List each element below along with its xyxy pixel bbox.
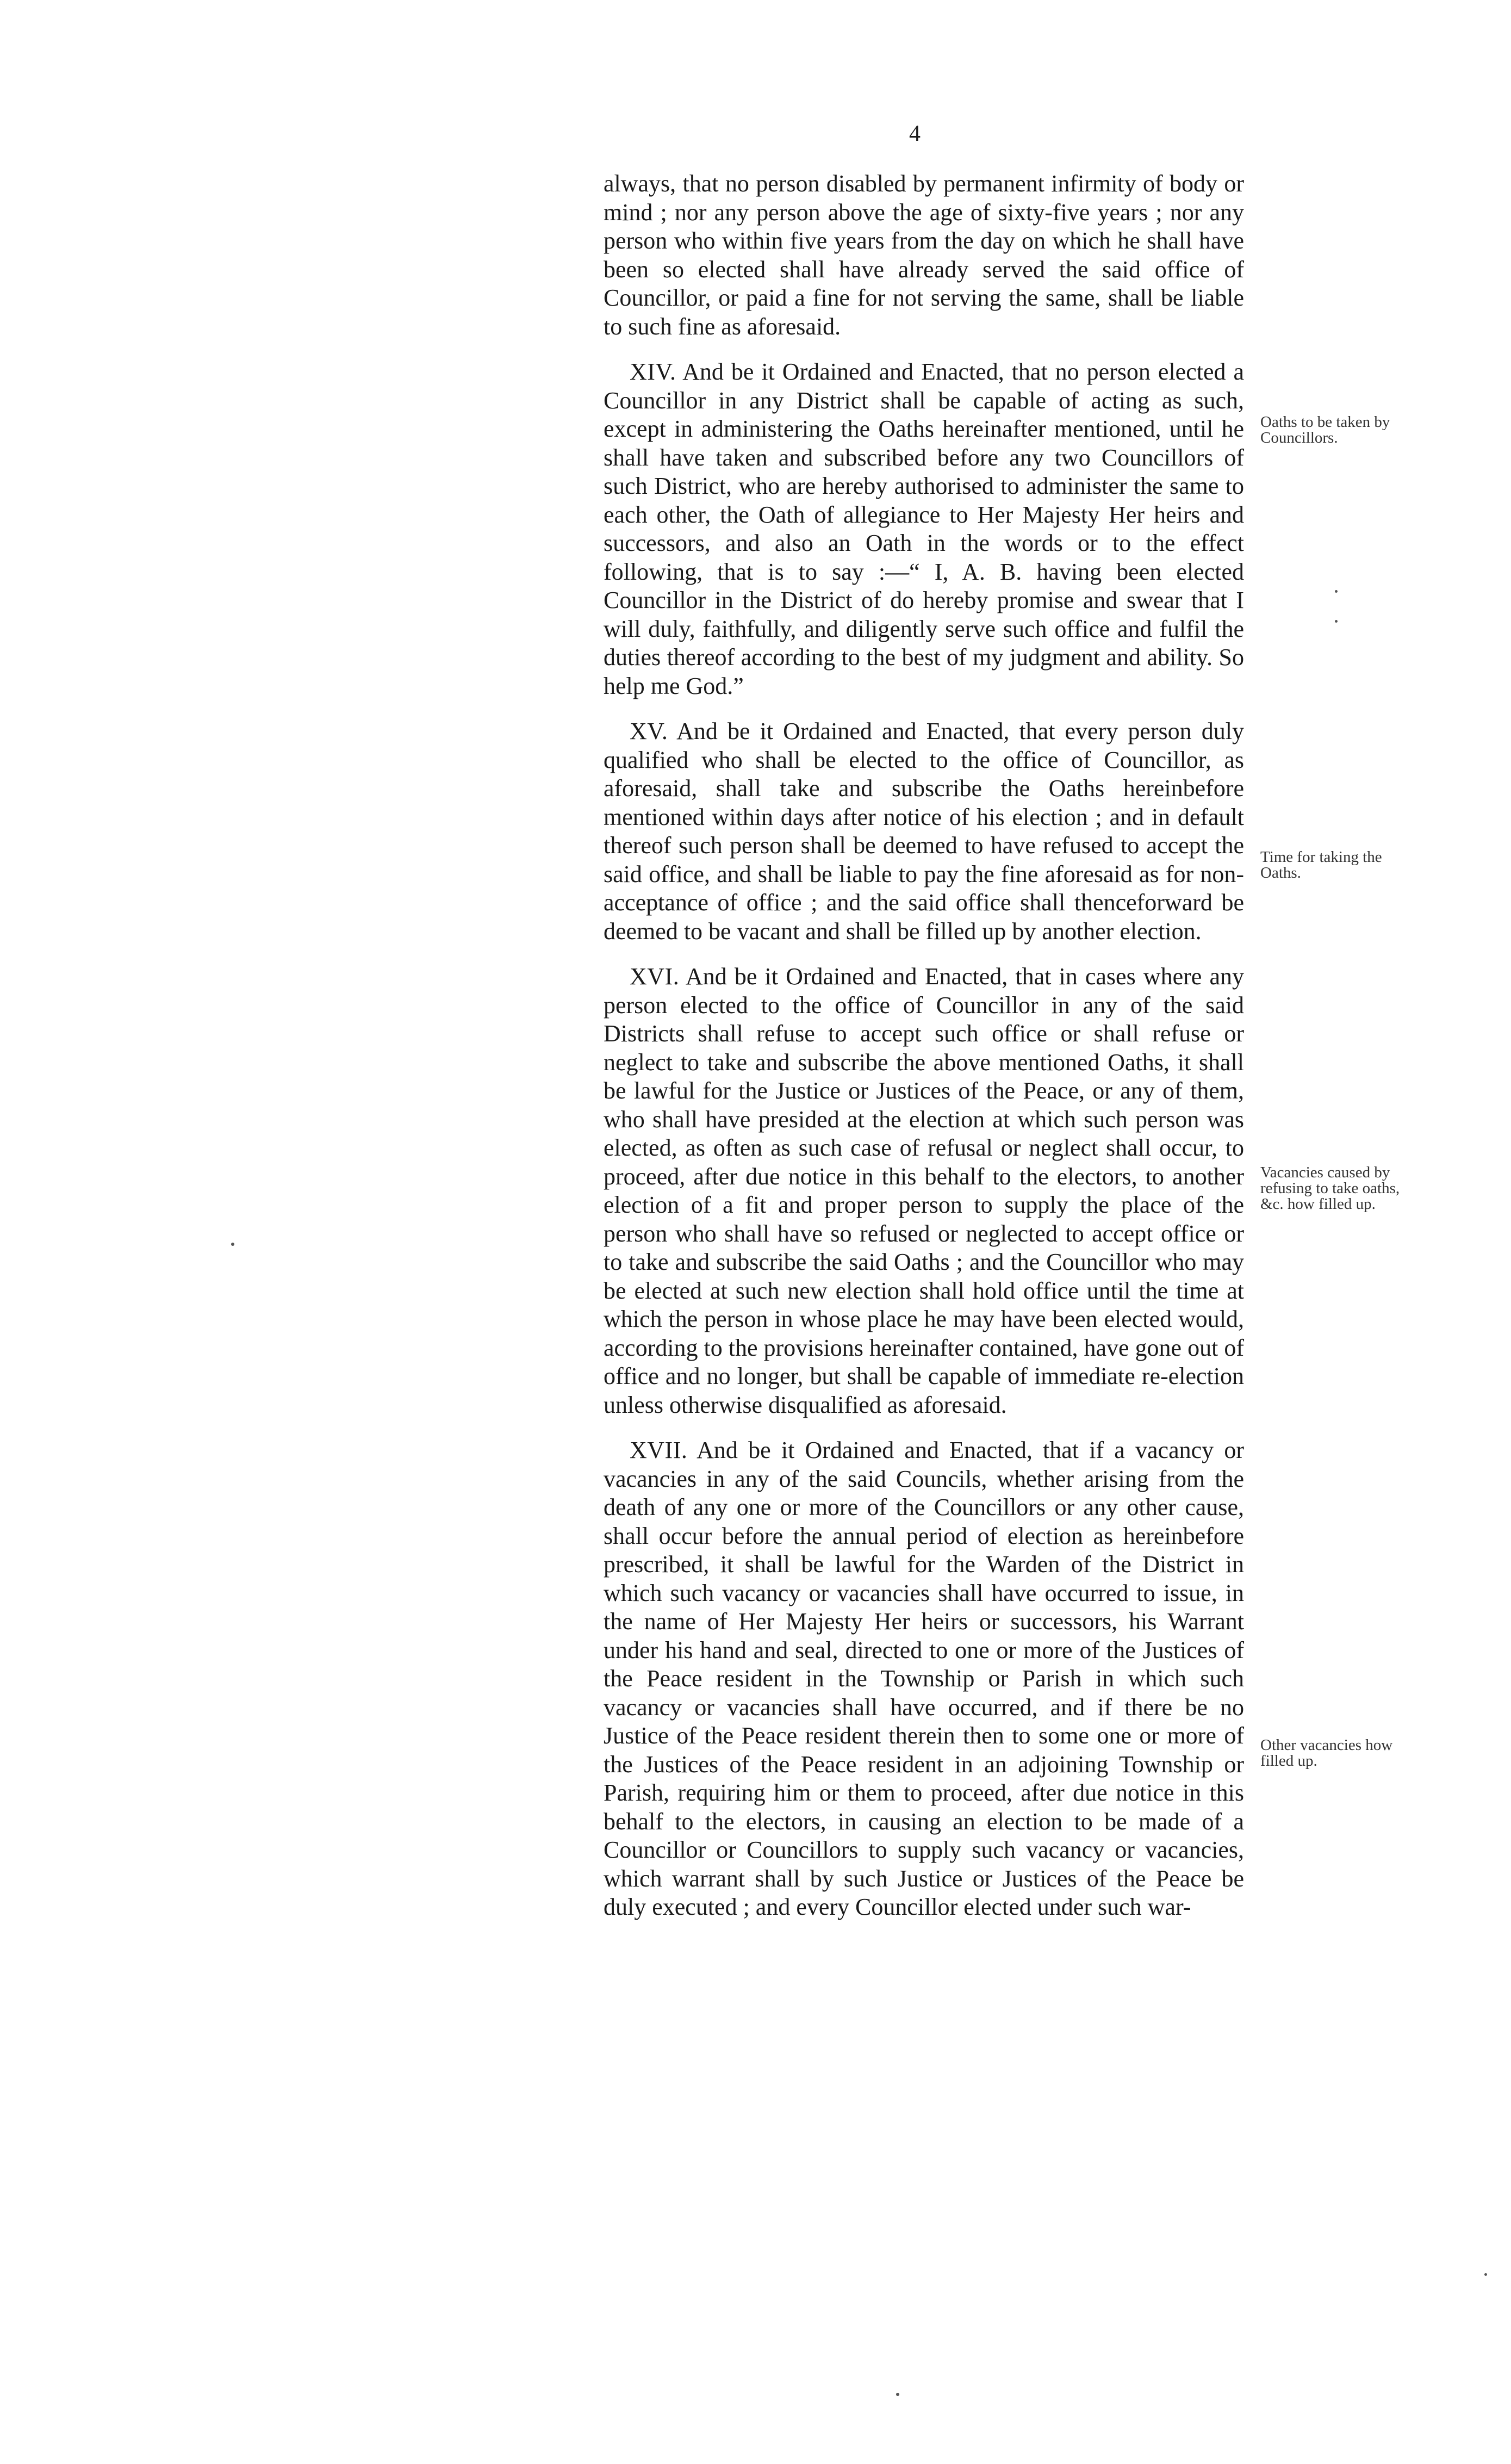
paragraph-section-xvii (604, 1436, 1244, 1922)
section-number: XIV. (630, 358, 676, 385)
section-text: And be it Ordained and Enacted, that every person duly qualified who shall be elected to the office of Councillor, as aforesaid, shall take and subscribe the Oaths hereinbefore mentioned within days after notice of his election ; and in default thereof such person shall be deemed to have refused to accept the said office, and shall be liable to pay the fine aforesaid as for non-acceptance of office ; and the said office shall thenceforward be deemed to be vacant and shall be filled up by another election. (604, 718, 1244, 945)
body-text (604, 170, 1244, 1922)
paragraph-section-xvi (604, 963, 1244, 1419)
margin-note-oaths: Oaths to be taken by Councillors. (1260, 413, 1390, 446)
page-number: 4 (909, 121, 921, 146)
section-text: And be it Ordained and Enacted, that no person elected a Councillor in any District shall be capable of acting as such, except in administering the Oaths hereinafter mentioned, until he shall have taken and subscribed before any two Councillors of such District, who are hereby authorised to administer the same to each other, the Oath of allegiance to Her Majesty Her heirs and successors, and also an Oath in the words or to the effect following, that is to say :—“ I, A. B. having been elected Councillor in the District of do hereby promise and swear that I will duly, faithfully, and diligently serve such office and fulfil the duties thereof according to the best of my judgment and ability. So help me God.” (604, 358, 1244, 699)
margin-note-other-vacancies: Other vacancies how filled up. (1260, 1736, 1393, 1770)
scan-speck (1335, 590, 1338, 593)
scan-speck (1335, 620, 1338, 623)
section-number: XV. (630, 718, 668, 744)
margin-note-vacancies-refusal: Vacancies caused by refusing to take oaths, &c. how filled up. (1260, 1164, 1400, 1213)
section-text: And be it Ordained and Enacted, that if a vacancy or vacancies in any of the said Councils, whether arising from the death of any one or more of the Councillors or any other cause, shall occur before the annual period of election as hereinbefore prescribed, it shall be lawful for the Warden of the District in which such vacancy or vacancies shall have occurred to issue, in the name of Her Majesty Her heirs or successors, his Warrant under his hand and seal, directed to one or more of the Justices of the Peace resident in the Township or Parish in which such vacancy or vacancies shall have occurred, and if there be no Justice of the Peace resident therein then to some one or more of the Justices of the Peace resident in an adjoining Township or Parish, requiring him or them to proceed, after due notice in this behalf to the electors, in causing an election to be made of a Councillor or Councillors to supply such vacancy or vacancies, which warrant shall by such Justice or Justices of the Peace be duly executed ; and every Councillor elected under such war- (604, 1437, 1244, 1920)
scan-speck (1484, 2273, 1487, 2276)
scan-speck (231, 1243, 234, 1246)
margin-note-time-for-oaths: Time for taking the Oaths. (1260, 848, 1382, 882)
paragraph-continued: always, that no person disabled by permanent infirmity of body or mind ; nor any person above the age of sixty-five years ; nor any person who within five years from the day on which he shall have been so elected shall have already served the said office of Councillor, or paid a fine for not serving the same, shall be liable to such fine as aforesaid. (604, 170, 1244, 340)
section-text: And be it Ordained and Enacted, that in cases where any person elected to the office of Councillor in any of the said Districts shall refuse to accept such office or shall refuse or neglect to take and subscribe the above mentioned Oaths, it shall be lawful for the Justice or Justices of the Peace, or any of them, who shall have presided at the election at which such person was elected, as often as such case of refusal or neglect shall occur, to proceed, after due notice in this behalf to the electors, to another election of a fit and proper person to supply the place of the person who shall have so refused or neglected to accept office or to take and subscribe the said Oaths ; and the Councillor who may be elected at such new election shall hold office until the time at which the person in whose place he may have been elected would, according to the provisions hereinafter contained, have gone out of office and no longer, but shall be capable of immediate re-election unless otherwise disqualified as aforesaid. (604, 963, 1244, 1418)
section-number: XVII. (630, 1437, 688, 1463)
paragraph-section-xv (604, 717, 1244, 946)
section-number: XVI. (630, 963, 680, 990)
scan-speck (896, 2393, 899, 2396)
paragraph-section-xiv (604, 358, 1244, 700)
